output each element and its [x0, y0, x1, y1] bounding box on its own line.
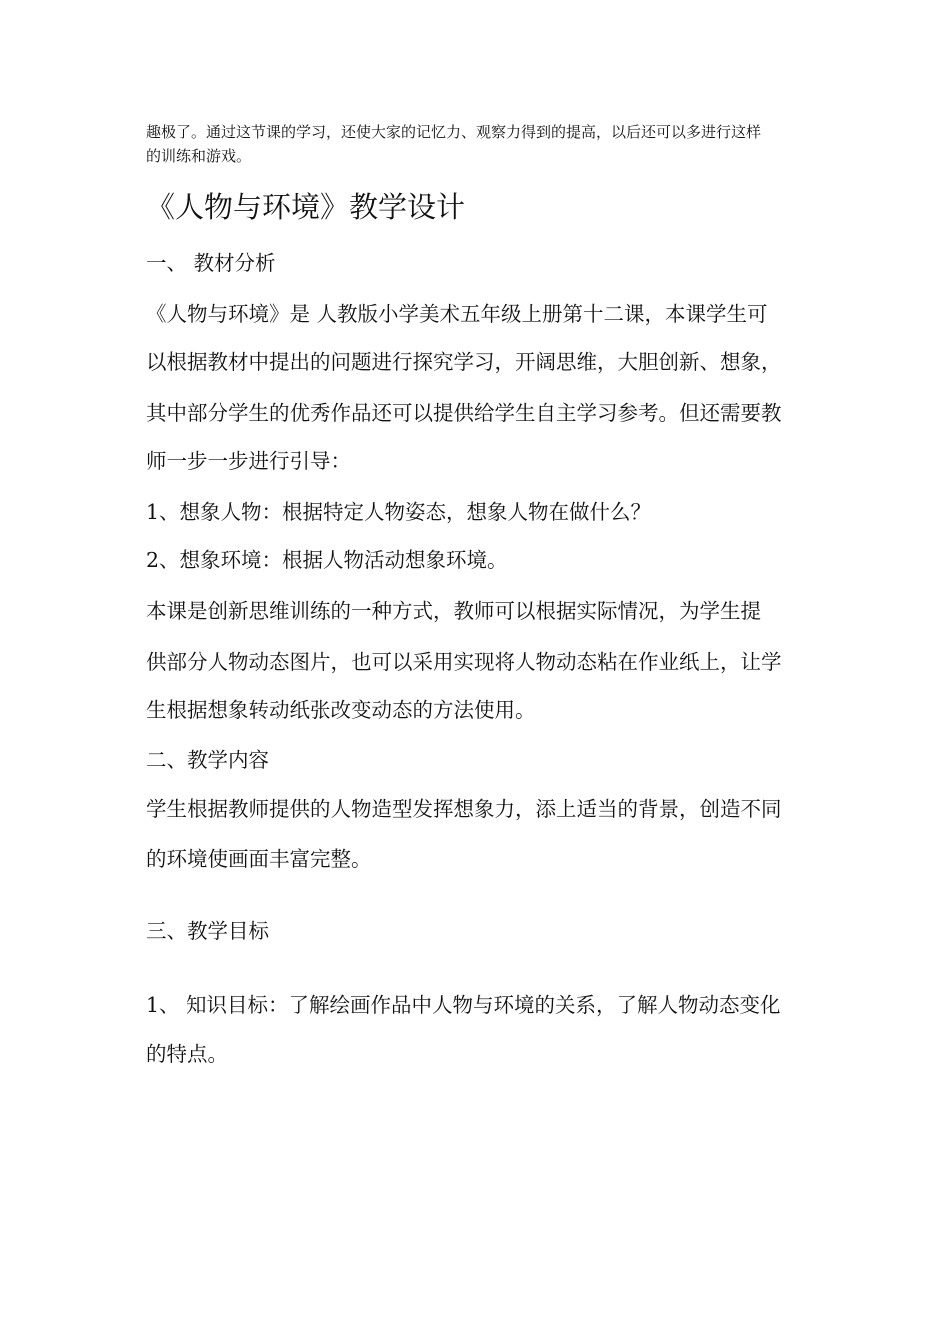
section-1-item-1: 1、想象人物：根据特定人物姿态，想象人物在做什么？ [146, 500, 652, 524]
intro-line-2: 的训练和游戏。 [146, 147, 252, 165]
section-2-heading: 二、教学内容 [146, 748, 269, 772]
document-title: 《人物与环境》教学设计 [146, 190, 466, 224]
section-1-para-2-line-3: 生根据想象转动纸张改变动态的方法使用。 [146, 698, 536, 722]
section-1-para-1-line-2: 以根据教材中提出的问题进行探究学习，开阔思维，大胆创新、想象， [146, 350, 782, 374]
section-1-para-2-line-2: 供部分人物动态图片，也可以采用实现将人物动态粘在作业纸上，让学 [146, 650, 782, 674]
section-3-item-1-line-2: 的特点。 [146, 1042, 228, 1066]
section-1-item-2: 2、想象环境：根据人物活动想象环境。 [146, 548, 508, 572]
section-1-para-1-line-1: 《人物与环境》是 人教版小学美术五年级上册第十二课，本课学生可 [146, 302, 768, 326]
section-1-para-2-line-1: 本课是创新思维训练的一种方式，教师可以根据实际情况，为学生提 [146, 599, 761, 623]
section-2-para-line-1: 学生根据教师提供的人物造型发挥想象力，添上适当的背景，创造不同 [146, 797, 782, 821]
section-1-heading: 一、 教材分析 [146, 251, 276, 275]
section-2-para-line-2: 的环境使画面丰富完整。 [146, 847, 372, 871]
section-3-item-1-line-1: 1、 知识目标：了解绘画作品中人物与环境的关系，了解人物动态变化 [146, 993, 781, 1017]
section-3-heading: 三、教学目标 [146, 919, 269, 943]
section-1-para-1-line-3: 其中部分学生的优秀作品还可以提供给学生自主学习参考。但还需要教 [146, 401, 782, 425]
intro-line-1: 趣极了。通过这节课的学习，还使大家的记忆力、观察力得到的提高，以后还可以多进行这样 [146, 123, 762, 141]
section-1-para-1-line-4: 师一步一步进行引导： [146, 449, 351, 473]
